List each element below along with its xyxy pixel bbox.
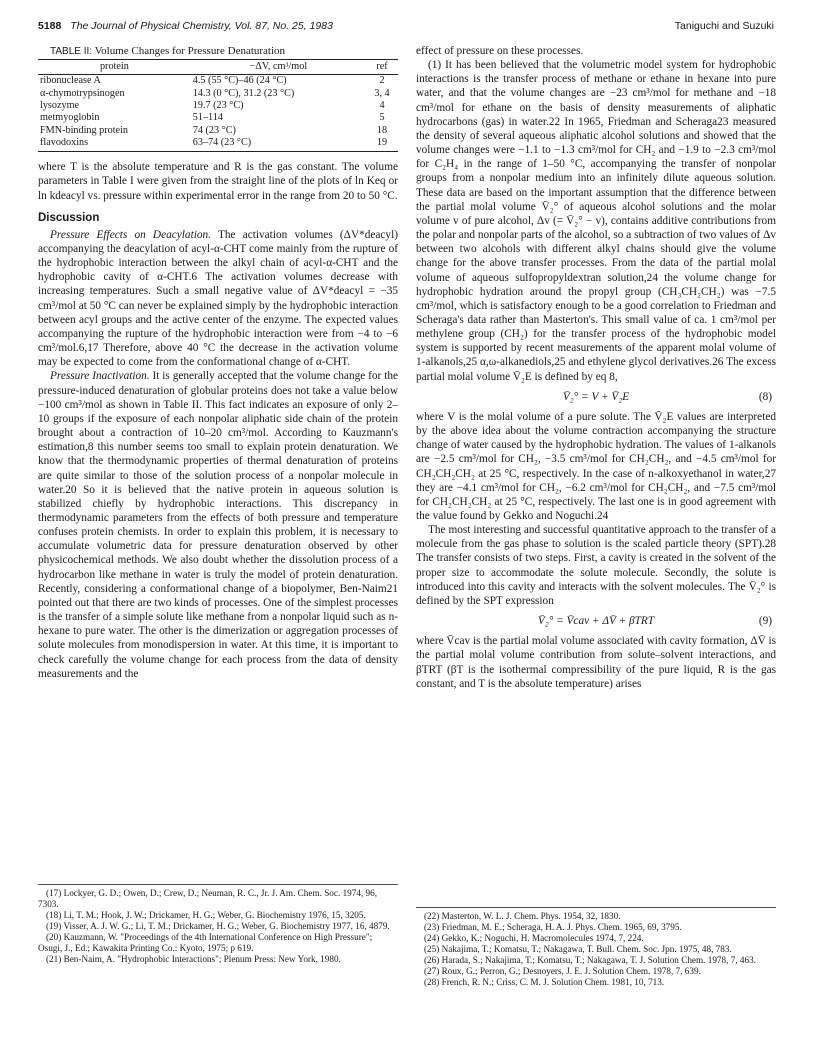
col-header-volume: −ΔV, cm³/mol — [191, 60, 366, 75]
running-header-left — [38, 20, 333, 32]
paragraph-text: It is generally accepted that the volume change for the pressure-induced denaturation of globular proteins does not take a value below −100 cm³/mol as shown in Table II. This fact indicates an exposure of only 2–10 groups if the exposure of each nonpolar aliphatic side chain of the protein brought about a contraction of 10–20 cm³/mol. According to Kauzmann's estimation,8 this number seems too small to explain protein denaturation. We know that the thermodynamic properties of thermal denaturation of proteins are quite similar to those of the solution process of a nonpolar molecule in water.20 So it is believed that the native protein in aqueous solution is stabilized chiefly by hydrophobic interactions. This discrepancy in thermodynamic parameters from the effects of both pressure and temperature confuses protein chemists. In order to explain this problem, it is necessary to accumulate volumetric data for pressure denaturation observed by other physicochemical methods. We also doubt whether the dissolution process of a hydrocarbon like methane in water is truly the model of protein denaturation. Recently, considering a conformational change of a biopolymer, Ben-Naim21 pointed out that there are two kinds of processes. One of the simplest processes is the transfer of a simple solute like methane from a nonpolar liquid such as n-hexane to pure water. The other is the dimerization or aggregation processes of solute molecules from monodispersion in water. At this time, it is important to check carefully the volume change for each process from the data of density measurements and the — [38, 370, 398, 680]
footnote: (23) Friedman, M. E.; Scheraga, H. A. J. Phys. Chem. 1965, 69, 3795. — [424, 922, 682, 932]
footnote: (26) Harada, S.; Nakajima, T.; Komatsu, T.; Nakagawa, T. J. Solution Chem. 1978, 7, 463. — [424, 955, 756, 965]
table-header-row — [38, 60, 398, 75]
cell-volume: 63–74 (23 °C) — [191, 137, 366, 152]
cell-protein: FMN-binding protein — [40, 124, 129, 136]
equation-body: V̄₂° = V + V̄₂E — [562, 390, 630, 403]
footnote: (19) Visser, A. J. W. G.; Li, T. M.; Drickamer, H. G.; Weber, G. Biochemistry 1977, 16, 4879. — [46, 921, 390, 931]
table-row — [38, 75, 398, 88]
table-row — [38, 112, 398, 124]
cell-volume: 4.5 (55 °C)–46 (24 °C) — [192, 75, 287, 87]
footnotes-right — [416, 907, 776, 988]
body-paragraph: where T is the absolute temperature and R is the gas constant. The volume parameters in Table I were given from the straight line of the plots of ln Keq or ln kdeacyl vs. pressure within experimental error in the range from 20 to 50 °C. — [38, 161, 398, 202]
cell-ref: 18 — [376, 124, 388, 136]
footnote: (27) Roux, G.; Perron, G.; Desnoyers, J. E. J. Solution Chem. 1978, 7, 639. — [424, 966, 701, 976]
footnotes-left — [38, 884, 398, 965]
right-column — [416, 44, 776, 691]
table-row — [38, 137, 398, 152]
cell-ref: 5 — [379, 112, 385, 124]
body-paragraph: where V is the molal volume of a pure solute. The V̄₂E values are interpreted by the above idea about the volume contraction accompanying the structure change of water caused by the hydrophobic hydration. The values of 1-alkanols are −2.5 cm³/mol for CH₂, −3.5 cm³/mol for CH₂CH₂, and −4.5 cm³/mol for CH₂CH₂CH₂ at 25 °C, respectively. In the case of n-alkoxyethanol in water,27 they are −4.1 cm³/mol for CH₂, −6.2 cm³/mol for CH₂CH₂, and −7.5 cm³/mol for CH₂CH₂CH₂ at 25 °C, respectively. The last one is in good agreement with the value found by Gekko and Noguchi.24 — [416, 410, 776, 522]
equation-9 — [416, 614, 776, 628]
col-header-protein: protein — [38, 60, 191, 75]
footnote: (22) Masterton, W. L. J. Chem. Phys. 1954, 32, 1830. — [424, 911, 621, 921]
cell-protein: α-chymotrypsinogen — [40, 87, 125, 99]
run-in-heading: Pressure Effects on Deacylation. — [50, 228, 211, 241]
footnote: (25) Nakajima, T.; Komatsu, T.; Nakagawa, T. Bull. Chem. Soc. Jpn. 1975, 48, 783. — [424, 944, 732, 954]
col-header-ref: ref — [366, 60, 398, 75]
cell-ref: 19 — [366, 137, 398, 152]
cell-volume: 74 (23 °C) — [192, 124, 236, 136]
table-row — [38, 125, 398, 137]
section-heading: Discussion — [38, 211, 100, 224]
volume-change-table — [38, 59, 398, 152]
body-paragraph: effect of pressure on these processes. — [416, 45, 584, 57]
footnote: (21) Ben-Naim, A. "Hydrophobic Interactions"; Plenum Press: New York, 1980. — [46, 954, 341, 964]
body-paragraph — [38, 228, 398, 370]
table-row — [38, 100, 398, 112]
body-paragraph: where V̄cav is the partial molal volume associated with cavity formation, ΔV̄ is the partial molal volume contribution from solute–solvent interactions, and βTRT (βT is the isothermal compressibility of the pure liquid, R is the gas constant, and T is the absolute temperature) arises — [416, 635, 776, 690]
journal-citation: The Journal of Physical Chemistry, Vol. 87, No. 25, 1983 — [70, 20, 333, 32]
equation-body: V̄₂° = V̄cav + ΔV̄ + βTRT — [537, 615, 655, 628]
footnote: (24) Gekko, K.; Noguchi, H. Macromolecules 1974, 7, 224. — [424, 933, 644, 943]
page-number: 5188 — [38, 20, 62, 32]
footnote: (18) Li, T. M.; Hook, J. W.; Drickamer, H. G.; Weber, G. Biochemistry 1976, 15, 3205. — [46, 910, 366, 920]
footnote: (28) French, R. N.; Criss, C. M. J. Solution Chem. 1981, 10, 713. — [424, 977, 665, 987]
body-paragraph: (1) It has been believed that the volumetric model system for hydrophobic interactions is the transfer process of methane or ethane in hexane into pure water, and that the volume changes are −23 cm³/mol for methane and −18 cm³/mol for ethane on the basis of density measurements of aliphatic hydrocarbons (gas) in water.22 In 1965, Friedman and Scheraga23 measured the density of several aqueous aliphatic alcohol solutions and showed that the volume changes were −1.1 to −1.3 cm³/mol for CH₂ and −1.9 to −2.3 cm³/mol for C₂H₄ in the range of 1–50 °C, accompanying the transfer of nonpolar groups from a nonpolar medium into an infinitely dilute aqueous solution. These data are based on the important assumption that the difference between the partial molal volume V̄₂° of aqueous alcohol solutions and the molar volume v of pure alcohol, Δv (= V̄₂° − v), contains additive contributions from the polar and nonpolar parts of the alcohol, so a subtraction of two values of Δv between two alcohols with different alkyl chains should give the volume change for the above transfer processes. From the data of the partial molal volume of aqueous sulfopropyldextran solution,24 the volume change for hydrophobic hydration around the propyl group (CH₃CH₂CH₂) was −7.5 cm³/mol, which is satisfactory enough to be a good correlation to Friedman and Scheraga's data rather than Masterton's. This small value of ca. 1 cm³/mol per methylene group (CH₂) for the transfer process of the hydrophobic model system is supported by recent measurements of the apparent molal volume of 1-alkanols,25 α,ω-alkanediols,25 and ethylene glycol derivatives.26 The excess partial molal volume V̄₂E is defined by eq 8, — [416, 59, 776, 383]
cell-volume: 19.7 (23 °C) — [192, 100, 244, 112]
cell-protein: lysozyme — [40, 100, 80, 112]
table-row — [38, 88, 398, 100]
paragraph-text: The activation volumes (ΔV*deacyl) accompanying the deacylation of acyl-α-CHT come mainly from the rupture of the hydrophobic interaction between the alkyl chain of acyl-α-CHT and the hydrophobic cavity of α-CHT.6 The activation volumes decrease with increasing temperatures. Such a small negative value of ΔV*deacyl = −35 cm³/mol at 50 °C can never be explained simply by the hydrophobic interaction between acyl groups and the active center of the enzyme. The expected values accompanying the rupture of the hydrophobic interaction were from −4 to −6 cm³/mol.6,17 Therefore, above 40 °C the decrease in the activation volume may be expected to come from the conformational change of α-CHT. — [38, 228, 398, 369]
equation-8 — [416, 390, 776, 404]
cell-protein: metmyoglobin — [40, 112, 100, 124]
left-column — [38, 44, 398, 681]
running-header-authors: Taniguchi and Suzuki — [674, 20, 774, 32]
table-caption — [38, 44, 398, 59]
cell-ref: 4 — [379, 100, 385, 112]
cell-ref: 2 — [379, 75, 385, 87]
equation-number: (9) — [758, 615, 772, 628]
footnote: (20) Kauzmann, W. "Proceedings of the 4th International Conference on High Pressure"; Osugi, J., Ed.; Kawakita Printing Co.: Kyoto, 1975; p 619. — [38, 932, 373, 953]
table-title: Volume Changes for Pressure Denaturation — [94, 45, 286, 57]
equation-number: (8) — [758, 390, 772, 403]
table-label: TABLE II: — [50, 46, 93, 57]
cell-ref: 3, 4 — [374, 87, 390, 99]
cell-protein: ribonuclease A — [40, 75, 101, 87]
body-paragraph: The most interesting and successful quantitative approach to the transfer of a molecule from the gas phase to solution is the scaled particle theory (SPT).28 The transfer consists of two steps. First, a cavity is created in the solvent of the proper size to accommodate the solute molecule. Secondly, the solute is introduced into this cavity and interacts with the solvent molecules. The V̄₂° is defined by the SPT expression — [416, 524, 776, 607]
body-paragraph — [38, 369, 398, 680]
run-in-heading: Pressure Inactivation. — [50, 370, 150, 383]
footnote: (17) Lockyer, G. D.; Owen, D.; Crew, D.; Neuman, R. C., Jr. J. Am. Chem. Soc. 1974, 96, 7303. — [38, 888, 378, 909]
cell-volume: 14.3 (0 °C), 31.2 (23 °C) — [192, 87, 295, 99]
cell-volume: 51–114 — [192, 112, 223, 124]
cell-protein: flavodoxins — [38, 137, 191, 152]
